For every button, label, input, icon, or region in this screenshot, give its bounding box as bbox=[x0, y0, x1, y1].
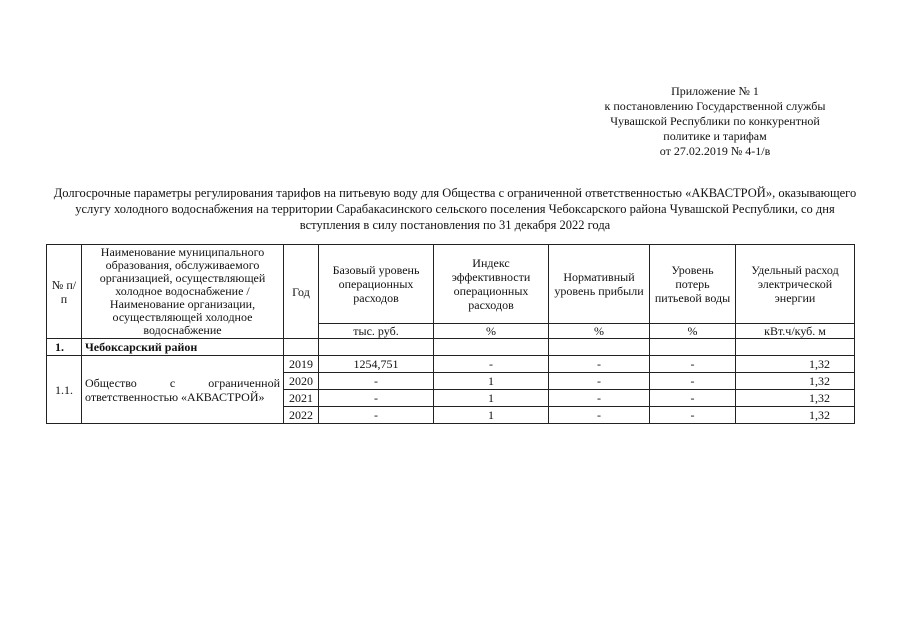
unit-efficiency-index: % bbox=[434, 324, 549, 339]
cell-energy-consumption: 1,32 bbox=[736, 356, 855, 373]
cell-year: 2021 bbox=[284, 390, 319, 407]
cell-water-loss: - bbox=[650, 390, 736, 407]
cell-efficiency-index: 1 bbox=[434, 407, 549, 424]
unit-profit-level: % bbox=[549, 324, 650, 339]
appendix-note bbox=[560, 84, 870, 159]
table-row bbox=[47, 356, 855, 373]
cell-profit-level: - bbox=[549, 373, 650, 390]
unit-energy-consumption: кВт.ч/куб. м bbox=[736, 324, 855, 339]
header-row bbox=[47, 245, 855, 324]
cell-year: 2022 bbox=[284, 407, 319, 424]
region-row bbox=[47, 339, 855, 356]
header-organization: Наименование муниципального образования, обслуживаемого организацией, осуществляющей холодное водоснабжение / Наименование организации, осуществляющей холодное водоснабжение bbox=[82, 245, 284, 339]
cell-water-loss: - bbox=[650, 407, 736, 424]
cell-energy-consumption: 1,32 bbox=[736, 407, 855, 424]
cell-profit-level: - bbox=[549, 390, 650, 407]
unit-base-level: тыс. руб. bbox=[319, 324, 434, 339]
appendix-line-2: к постановлению Государственной службы bbox=[604, 99, 826, 113]
cell-profit-level: - bbox=[549, 356, 650, 373]
cell-efficiency-index: 1 bbox=[434, 373, 549, 390]
document-title: Долгосрочные параметры регулирования тарифов на питьевую воду для Общества с ограниченной ответственностью «АКВАСТРОЙ», оказывающего услугу холодного водоснабжения на территории Сарабакасинского сельского поселения Чебоксарского района Чувашской Республики, со дня вступления в силу постановления по 31 декабря 2022 года bbox=[53, 186, 857, 232]
org-name: Общество с ограниченной ответственностью «АКВАСТРОЙ» bbox=[82, 356, 284, 424]
cell-year: 2020 bbox=[284, 373, 319, 390]
appendix-line-5: от 27.02.2019 № 4-1/в bbox=[659, 144, 771, 158]
cell-energy-consumption: 1,32 bbox=[736, 390, 855, 407]
unit-water-loss: % bbox=[650, 324, 736, 339]
header-profit-level: Нормативный уровень прибыли bbox=[549, 245, 650, 324]
cell-base-level: - bbox=[319, 390, 434, 407]
appendix-line-3: Чувашской Республики по конкурентной bbox=[610, 114, 820, 128]
header-year: Год bbox=[284, 245, 319, 339]
region-num: 1. bbox=[47, 339, 82, 356]
cell-profit-level: - bbox=[549, 407, 650, 424]
cell-base-level: - bbox=[319, 373, 434, 390]
cell-energy-consumption: 1,32 bbox=[736, 373, 855, 390]
appendix-line-1: Приложение № 1 bbox=[671, 84, 759, 98]
org-num: 1.1. bbox=[47, 356, 82, 424]
cell-base-level: - bbox=[319, 407, 434, 424]
cell-efficiency-index: 1 bbox=[434, 390, 549, 407]
header-base-level: Базовый уровень операционных расходов bbox=[319, 245, 434, 324]
appendix-line-4: политике и тарифам bbox=[663, 129, 767, 143]
region-name: Чебоксарский район bbox=[82, 339, 284, 356]
header-efficiency-index: Индекс эффективности операционных расходов bbox=[434, 245, 549, 324]
cell-efficiency-index: - bbox=[434, 356, 549, 373]
cell-year: 2019 bbox=[284, 356, 319, 373]
header-energy-consumption: Удельный расход электрической энергии bbox=[736, 245, 855, 324]
header-num: № п/п bbox=[47, 245, 82, 339]
cell-water-loss: - bbox=[650, 373, 736, 390]
header-water-loss: Уровень потерь питьевой воды bbox=[650, 245, 736, 324]
cell-base-level: 1254,751 bbox=[319, 356, 434, 373]
cell-water-loss: - bbox=[650, 356, 736, 373]
tariff-parameters-table bbox=[46, 244, 855, 424]
